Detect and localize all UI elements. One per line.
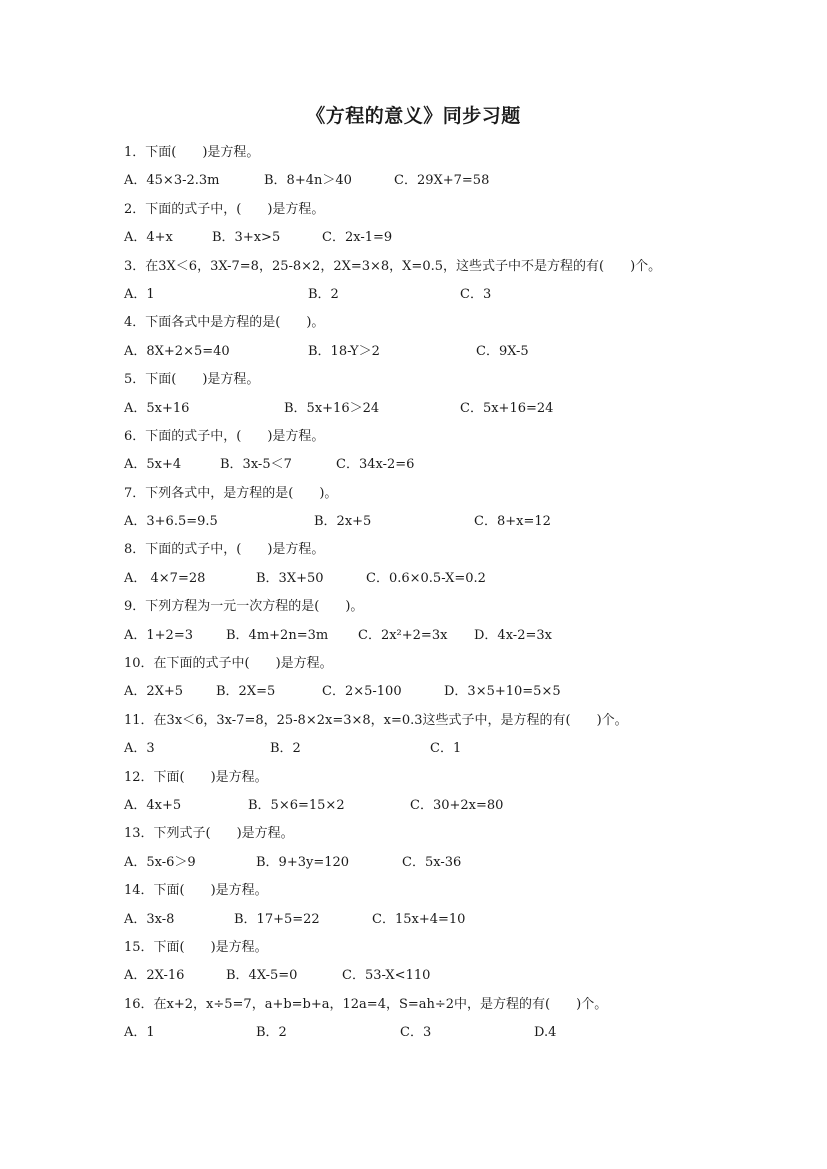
question-options [124,796,764,824]
option-a: A．2X+5 [124,684,184,700]
question-options [124,569,764,597]
question-options [124,739,764,767]
option-c: C．8+x=12 [474,514,551,530]
question-options [124,853,764,881]
question-options [124,512,764,540]
question-stem: 5．下面( )是方程。 [124,372,260,388]
question-stem: 16．在x+2，x÷5=7，a+b=b+a，12a=4，S=ah÷2中，是方程的有( )个。 [124,996,608,1012]
option-c: C．9X-5 [476,343,529,359]
question-options [124,1023,764,1051]
question-stem: 4．下面各式中是方程的是( )。 [124,315,325,331]
option-d: D.4 [534,1025,557,1041]
option-a: A．1+2=3 [124,627,193,643]
option-b: B．2 [256,1025,287,1041]
question-stem: 8．下面的式子中，( )是方程。 [124,542,325,558]
question-stem: 1．下面( )是方程。 [124,145,260,160]
question-stem: 11．在3x＜6，3x-7=8，25-8×2x=3×8，x=0.3这些式子中，是方程的有( )个。 [124,712,628,728]
option-a: A．4+x [124,230,173,246]
option-b: B．2X=5 [216,684,276,700]
option-b: B．3X+50 [256,570,324,586]
option-b: B．5×6=15×2 [248,797,345,813]
question-options [124,285,764,313]
option-a: A．1 [124,1025,155,1041]
question-stem: 13．下列式子( )是方程。 [124,826,294,842]
page-title: 《方程的意义》同步习题 [306,105,521,127]
question-stem: 15．下面( )是方程。 [124,939,268,955]
option-c: C．0.6×0.5-X=0.2 [366,570,486,586]
question-stem: 9．下列方程为一元一次方程的是( )。 [124,599,364,615]
option-c: C．5x+16=24 [460,400,554,416]
option-c: C．29X+7=58 [394,173,490,189]
option-c: C．53-X<110 [342,968,431,984]
question-options [124,626,764,654]
option-a: A．3x-8 [124,911,175,927]
question-stem: 2．下面的式子中，( )是方程。 [124,201,325,217]
question-stem: 3．在3X＜6，3X-7=8，25-8×2，2X=3×8，X=0.5，这些式子中不是方程的有( )个。 [124,258,662,274]
option-d: D．3×5+10=5×5 [444,684,561,700]
option-a: A． 4×7=28 [124,570,206,586]
option-a: A．45×3-2.3m [124,173,220,189]
question-options [124,682,764,710]
option-a: A．2X-16 [124,968,185,984]
option-b: B．4X-5=0 [226,968,298,984]
question-options [124,966,764,994]
question-options [124,455,764,483]
option-c: C．2x²+2=3x [358,627,448,643]
question-stem: 7．下列各式中，是方程的是( )。 [124,485,338,501]
option-b: B．3+x>5 [212,230,281,246]
question-options [124,228,764,256]
option-a: A．3 [124,741,155,757]
option-d: D．4x-2=3x [474,627,552,643]
question-stem: 10．在下面的式子中( )是方程。 [124,656,333,672]
question-stem: 14．下面( )是方程。 [124,883,268,899]
question-options [124,399,764,427]
option-a: A．1 [124,286,155,302]
option-a: A．5x+4 [124,457,182,473]
option-c: C．3 [400,1025,432,1041]
option-c: C．30+2x=80 [410,797,504,813]
option-b: B．3x-5＜7 [220,457,292,473]
question-options [124,910,764,938]
option-b: B．9+3y=120 [256,854,350,870]
option-a: A．8X+2×5=40 [124,343,230,359]
option-c: C．34x-2=6 [336,457,415,473]
option-c: C．15x+4=10 [372,911,466,927]
option-c: C．1 [430,741,462,757]
option-b: B．8+4n＞40 [264,173,352,189]
option-c: C．2×5-100 [322,684,402,700]
option-b: B．5x+16＞24 [284,400,380,416]
option-a: A．3+6.5=9.5 [124,514,218,530]
option-c: C．3 [460,286,492,302]
option-a: A．5x+16 [124,400,190,416]
option-a: A．4x+5 [124,797,182,813]
option-a: A．5x-6＞9 [124,854,196,870]
question-options [124,171,764,199]
option-b: B．4m+2n=3m [226,627,329,643]
option-b: B．2 [270,741,301,757]
question-options [124,342,764,370]
option-b: B．18-Y＞2 [308,343,380,359]
question-stem: 12．下面( )是方程。 [124,769,268,785]
option-c: C．2x-1=9 [322,230,393,246]
option-c: C．5x-36 [402,854,462,870]
question-stem: 6．下面的式子中，( )是方程。 [124,428,325,444]
option-b: B．2x+5 [314,514,372,530]
option-b: B．2 [308,286,339,302]
question-list [124,143,764,1052]
option-b: B．17+5=22 [234,911,320,927]
